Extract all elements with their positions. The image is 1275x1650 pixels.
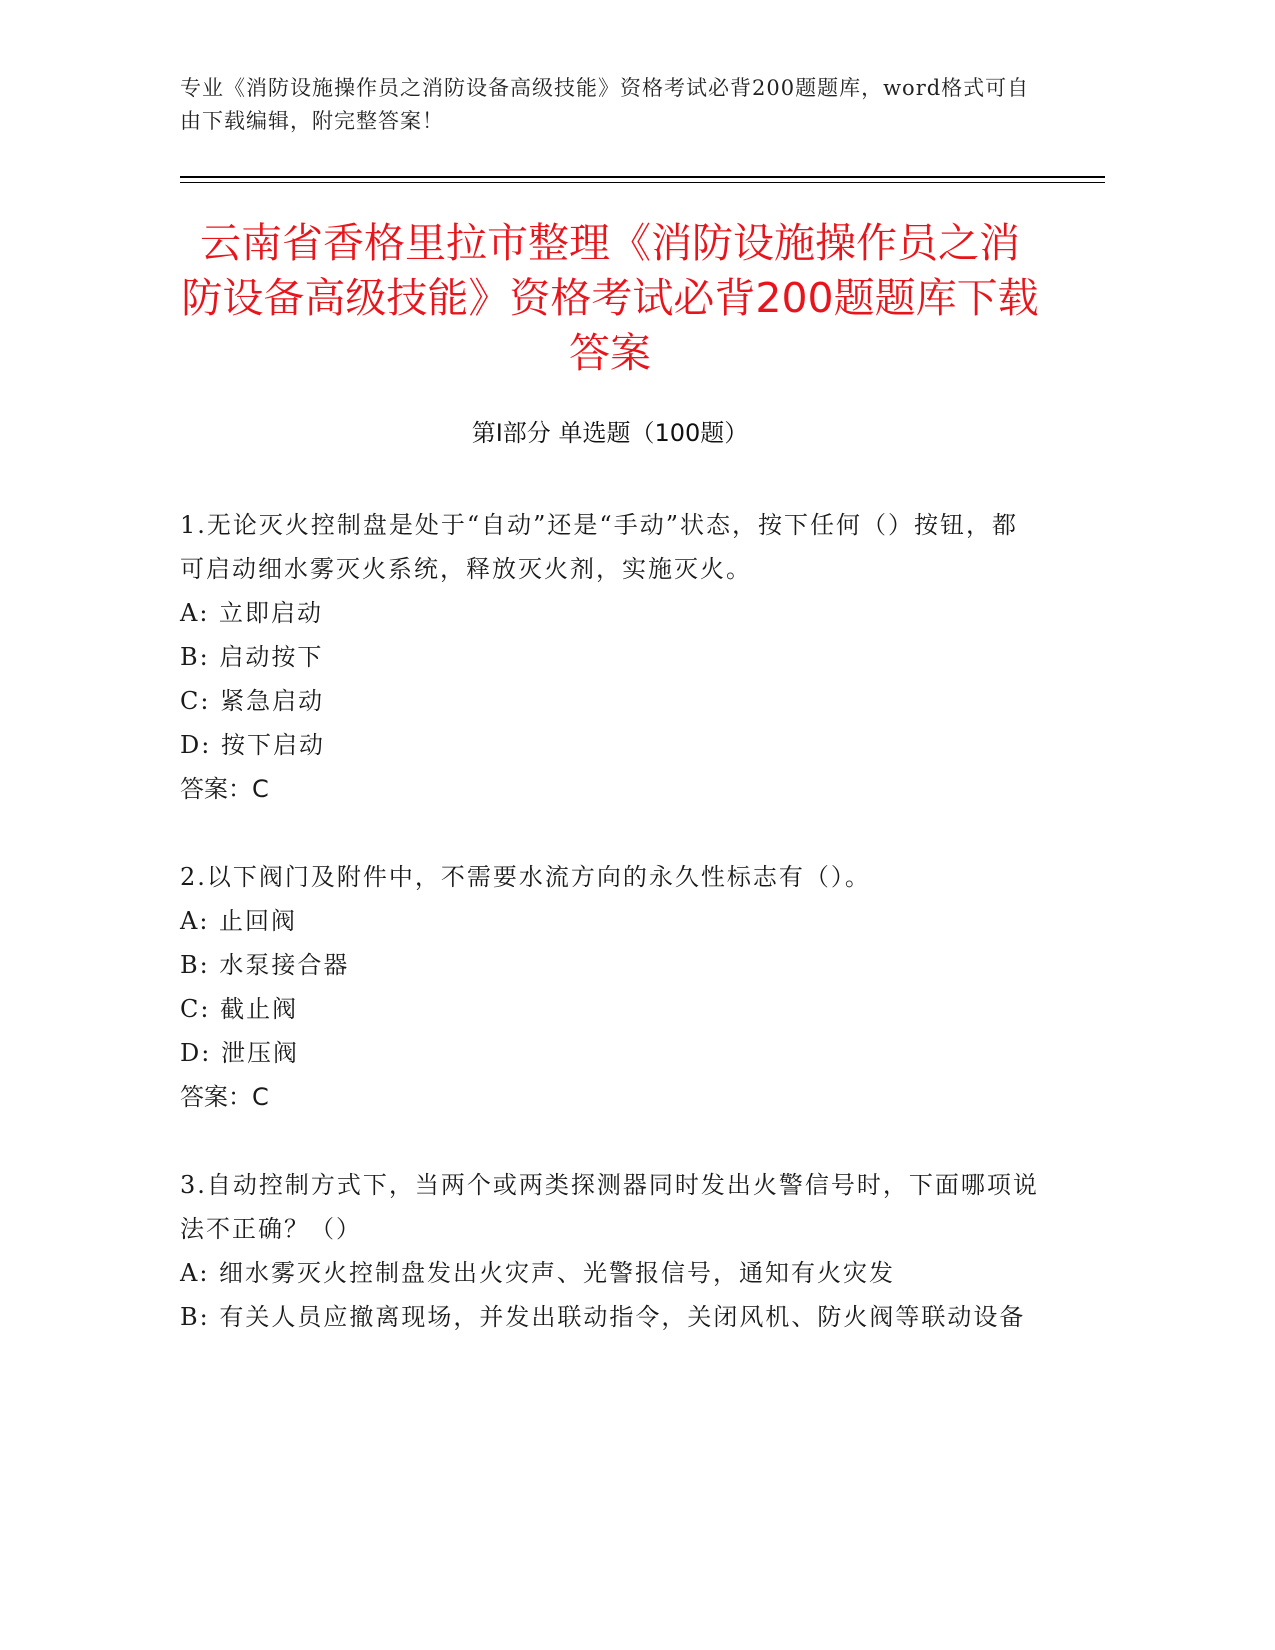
question-3 <box>180 1163 1040 1339</box>
option-c: C: 紧急启动 <box>180 687 325 715</box>
question-stem: 2.以下阀门及附件中，不需要水流方向的永久性标志有（）。 <box>180 863 871 891</box>
option-a: A: 立即启动 <box>180 599 324 627</box>
question-2 <box>180 855 1040 1119</box>
option-c: C: 截止阀 <box>180 995 299 1023</box>
section-title: 第Ⅰ部分 单选题（100题） <box>471 419 749 447</box>
answer: 答案：C <box>180 775 269 803</box>
answer: 答案：C <box>180 1083 269 1111</box>
option-b: B: 启动按下 <box>180 643 324 671</box>
question-stem: 3.自动控制方式下，当两个或两类探测器同时发出火警信号时，下面哪项说法不正确？（） <box>180 1171 1039 1243</box>
option-d: D: 按下启动 <box>180 731 325 759</box>
question-1 <box>180 503 1040 811</box>
option-b: B: 有关人员应撤离现场，并发出联动指令，关闭风机、防火阀等联动设备 <box>180 1303 1026 1331</box>
option-b: B: 水泵接合器 <box>180 951 350 979</box>
option-a: A: 细水雾灭火控制盘发出火灾声、光警报信号，通知有火灾发 <box>180 1259 896 1287</box>
document-title: 云南省香格里拉市整理《消防设施操作员之消防设备高级技能》资格考试必背200题题库下载答案 <box>181 219 1039 377</box>
option-a: A: 止回阀 <box>180 907 298 935</box>
header-divider-thick <box>180 176 1105 178</box>
header-note: 专业《消防设施操作员之消防设备高级技能》资格考试必背200题题库，word格式可自由下载编辑，附完整答案！ <box>180 76 1030 133</box>
option-d: D: 泄压阀 <box>180 1039 299 1067</box>
question-list <box>180 503 1040 1383</box>
question-stem: 1.无论灭火控制盘是处于“自动”还是“手动”状态，按下任何（）按钮，都可启动细水雾灭火系统，释放灭火剂，实施灭火。 <box>180 511 1018 583</box>
header-divider-thin <box>180 182 1105 183</box>
